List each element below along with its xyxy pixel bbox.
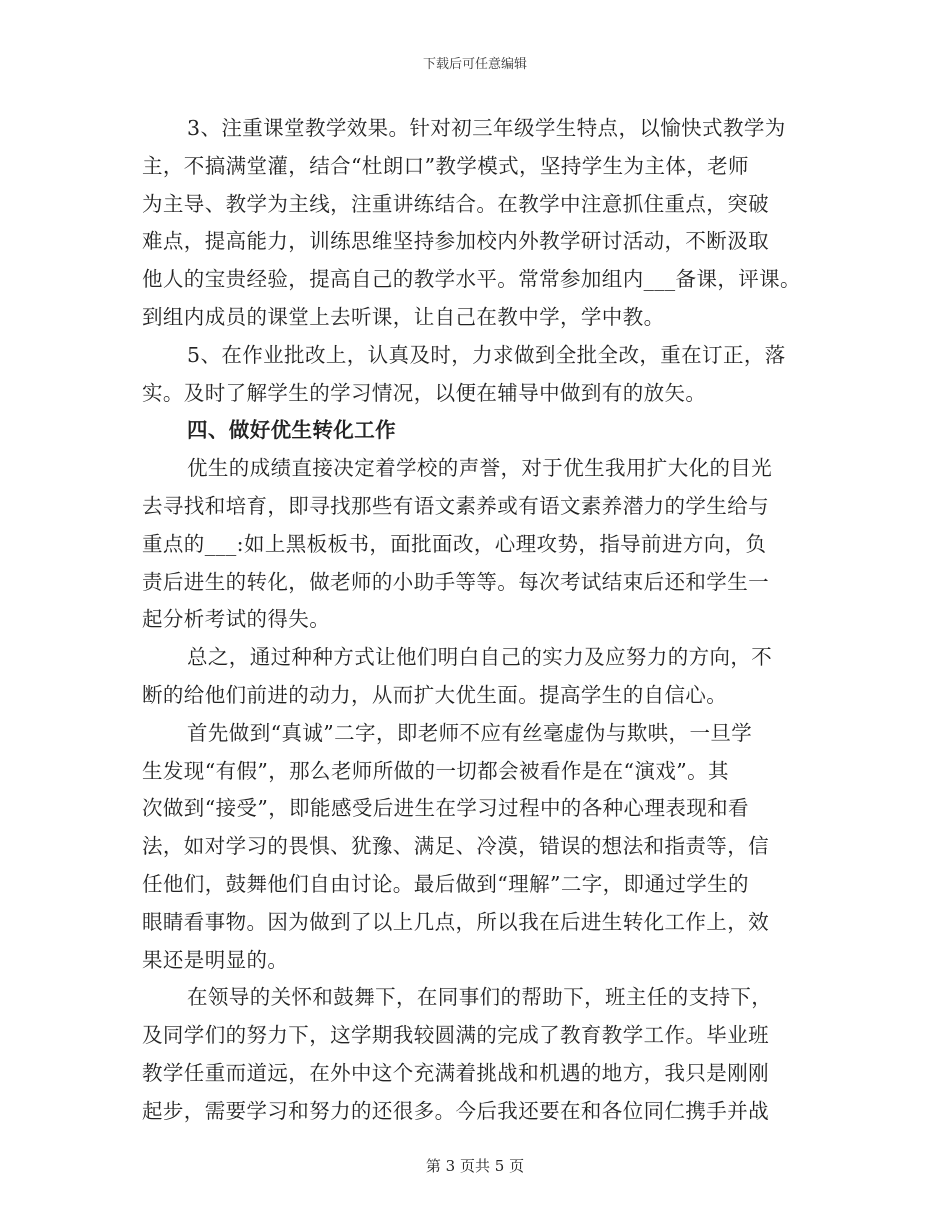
text-line: 到组内成员的课堂上去听课，让自己在教中学，学中教。 [142,304,665,329]
text-line: 总之，通过种种方式让他们明白自己的实力及应努力的方向，不 [187,645,773,670]
text-line: 优生的成绩直接决定着学校的声誉，对于优生我用扩大化的目光 [187,456,773,481]
text-line: 重点的___:如上黑板板书，面批面改，心理攻势，指导前进方向，负 [142,531,767,556]
text-line: 首先做到“真诚”二字，即老师不应有丝毫虚伪与欺哄，一旦学 [187,720,753,745]
text-line: 5、在作业批改上，认真及时，力求做到全批全改，重在订正，落 [187,342,786,367]
text-line: 在领导的关怀和鼓舞下，在同事们的帮助下，班主任的支持下， [187,985,773,1010]
text-line: 主，不搞满堂灌，结合“杜朗口”教学模式，坚持学生为主体，老师 [142,153,749,178]
text-line: 3、注重课堂教学效果。针对初三年级学生特点，以愉快式教学为 [187,116,786,140]
text-line: 断的给他们前进的动力，从而扩大优生面。提高学生的自信心。 [142,682,728,707]
text-line: 次做到“接受”，即能感受后进生在学习过程中的各种心理表现和看 [142,796,749,821]
text-line: 果还是明显的。 [142,947,289,972]
document-body [142,110,822,1131]
text-line: 起分析考试的得失。 [142,607,331,632]
text-line: 责后进生的转化，做老师的小助手等等。每次考试结束后还和学生一 [142,569,769,594]
text-line: 眼睛看事物。因为做到了以上几点，所以我在后进生转化工作上，效 [142,909,769,934]
section-heading: 四、做好优生转化工作 [187,418,396,443]
text-line: 去寻找和培育，即寻找那些有语文素养或有语文素养潜力的学生给与 [142,493,769,518]
text-line: 实。及时了解学生的学习情况，以便在辅导中做到有的放矢。 [142,380,707,405]
text-line: 起步，需要学习和努力的还很多。今后我还要在和各位同仁携手并战 [142,1098,769,1123]
text-line: 他人的宝贵经验，提高自己的教学水平。常常参加组内___备课，评课。 [142,267,801,292]
text-line: 教学任重而道远，在外中这个充满着挑战和机遇的地方，我只是刚刚 [142,1060,769,1085]
text-line: 为主导、教学为主线，注重讲练结合。在教学中注意抓住重点，突破 [142,191,769,216]
text-line: 难点，提高能力，训练思维坚持参加校内外教学研讨活动，不断汲取 [142,229,769,254]
page-header: 下载后可任意编辑 [422,57,527,72]
text-line: 生发现“有假”，那么老师所做的一切都会被看作是在“演戏”。其 [142,758,729,783]
page-footer: 第 3 页共 5 页 [425,1157,525,1175]
text-line: 任他们，鼓舞他们自由讨论。最后做到“理解”二字，即通过学生的 [142,871,749,896]
text-line: 法，如对学习的畏惧、犹豫、满足、冷漠，错误的想法和指责等，信 [142,834,769,859]
text-line: 及同学们的努力下，这学期我较圆满的完成了教育教学工作。毕业班 [142,1023,769,1048]
